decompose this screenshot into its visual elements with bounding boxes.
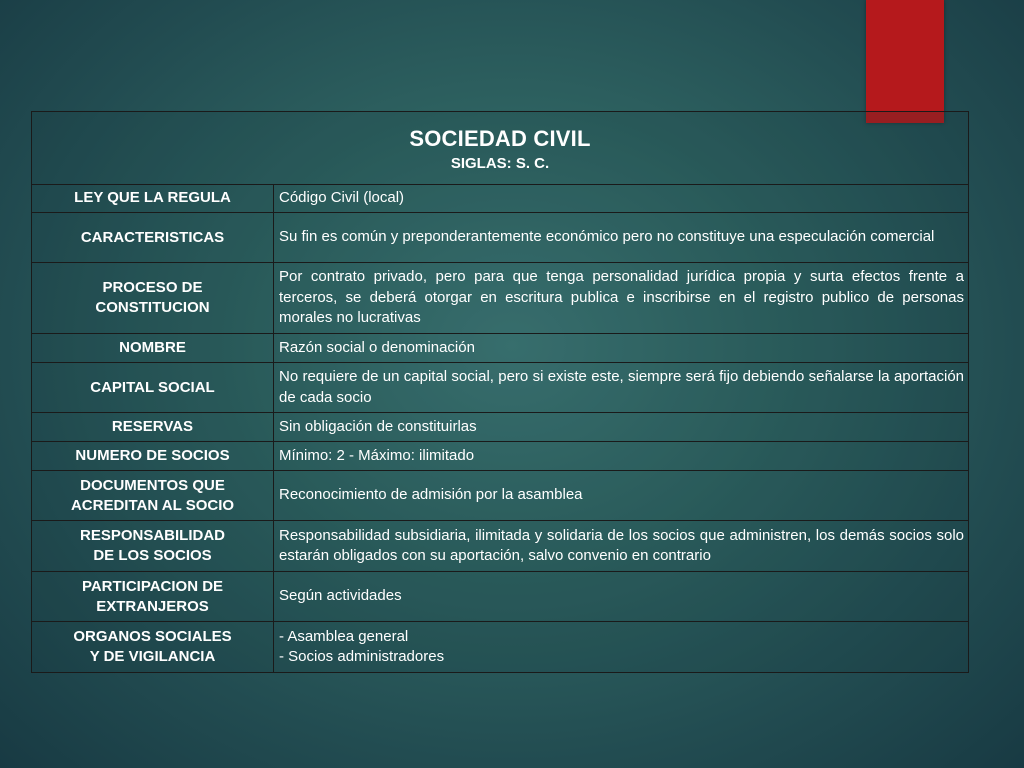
row-value-nombre: Razón social o denominación [279, 338, 475, 356]
table-row-caracteristicas [32, 213, 968, 263]
table-row-participacion [32, 572, 968, 622]
sociedad-civil-table [31, 111, 969, 673]
table-row-capital [32, 363, 968, 413]
row-value-proceso: Por contrato privado, pero para que tenga personalidad jurídica propia y surta efectos frente a terceros, se deberá otorgar en escritura publica e inscribirse en el registro publico de personas morales no lucrativas [279, 268, 964, 327]
row-value-participacion: Según actividades [279, 587, 402, 605]
row-value-capital: No requiere de un capital social, pero si existe este, siempre será fijo debiendo señalarse la aportación de cada socio [279, 368, 964, 406]
row-label-organos: ORGANOS SOCIALES Y DE VIGILANCIA [32, 622, 274, 672]
row-label-reservas: RESERVAS [32, 413, 274, 441]
table-row-proceso [32, 263, 968, 334]
table-row-reservas [32, 413, 968, 442]
row-label-participacion: PARTICIPACION DE EXTRANJEROS [32, 572, 274, 621]
row-value-caracteristicas: Su fin es común y preponderantemente económico pero no constituye una especulación comercial [279, 228, 935, 246]
row-label-numero-socios: NUMERO DE SOCIOS [32, 442, 274, 470]
table-row-nombre [32, 334, 968, 363]
row-label-nombre: NOMBRE [32, 334, 274, 362]
row-label-capital: CAPITAL SOCIAL [32, 363, 274, 412]
table-row-responsabilidad [32, 521, 968, 572]
list-item: - Asamblea general [279, 627, 409, 645]
row-label-responsabilidad: RESPONSABILIDAD DE LOS SOCIOS [32, 521, 274, 571]
table-title: SOCIEDAD CIVIL [409, 126, 591, 151]
row-label-ley: LEY QUE LA REGULA [32, 184, 274, 212]
row-value-documentos: Reconocimiento de admisión por la asamblea [279, 486, 583, 504]
row-label-proceso: PROCESO DE CONSTITUCION [32, 263, 274, 333]
table-row-numero-socios [32, 442, 968, 471]
row-value-reservas: Sin obligación de constituirlas [279, 417, 477, 435]
table-row-organos [32, 622, 968, 672]
row-value-organos [274, 622, 968, 672]
table-row-ley [32, 184, 968, 213]
table-row-documentos [32, 471, 968, 521]
decorative-red-bar [866, 0, 944, 123]
row-value-ley: Código Civil (local) [279, 188, 405, 206]
table-title-cell [32, 112, 968, 185]
table-subtitle: SIGLAS: S. C. [450, 155, 550, 172]
row-value-responsabilidad: Responsabilidad subsidiaria, ilimitada y solidaria de los socios que administren, los demás socios solo estarán obligados con su aportación, salvo convenio en contrario [279, 526, 964, 564]
row-label-documentos: DOCUMENTOS QUE ACREDITAN AL SOCIO [32, 471, 274, 520]
list-item: - Socios administradores [279, 648, 445, 665]
row-label-caracteristicas: CARACTERISTICAS [32, 213, 274, 262]
row-value-numero-socios: Mínimo: 2 - Máximo: ilimitado [279, 446, 475, 464]
